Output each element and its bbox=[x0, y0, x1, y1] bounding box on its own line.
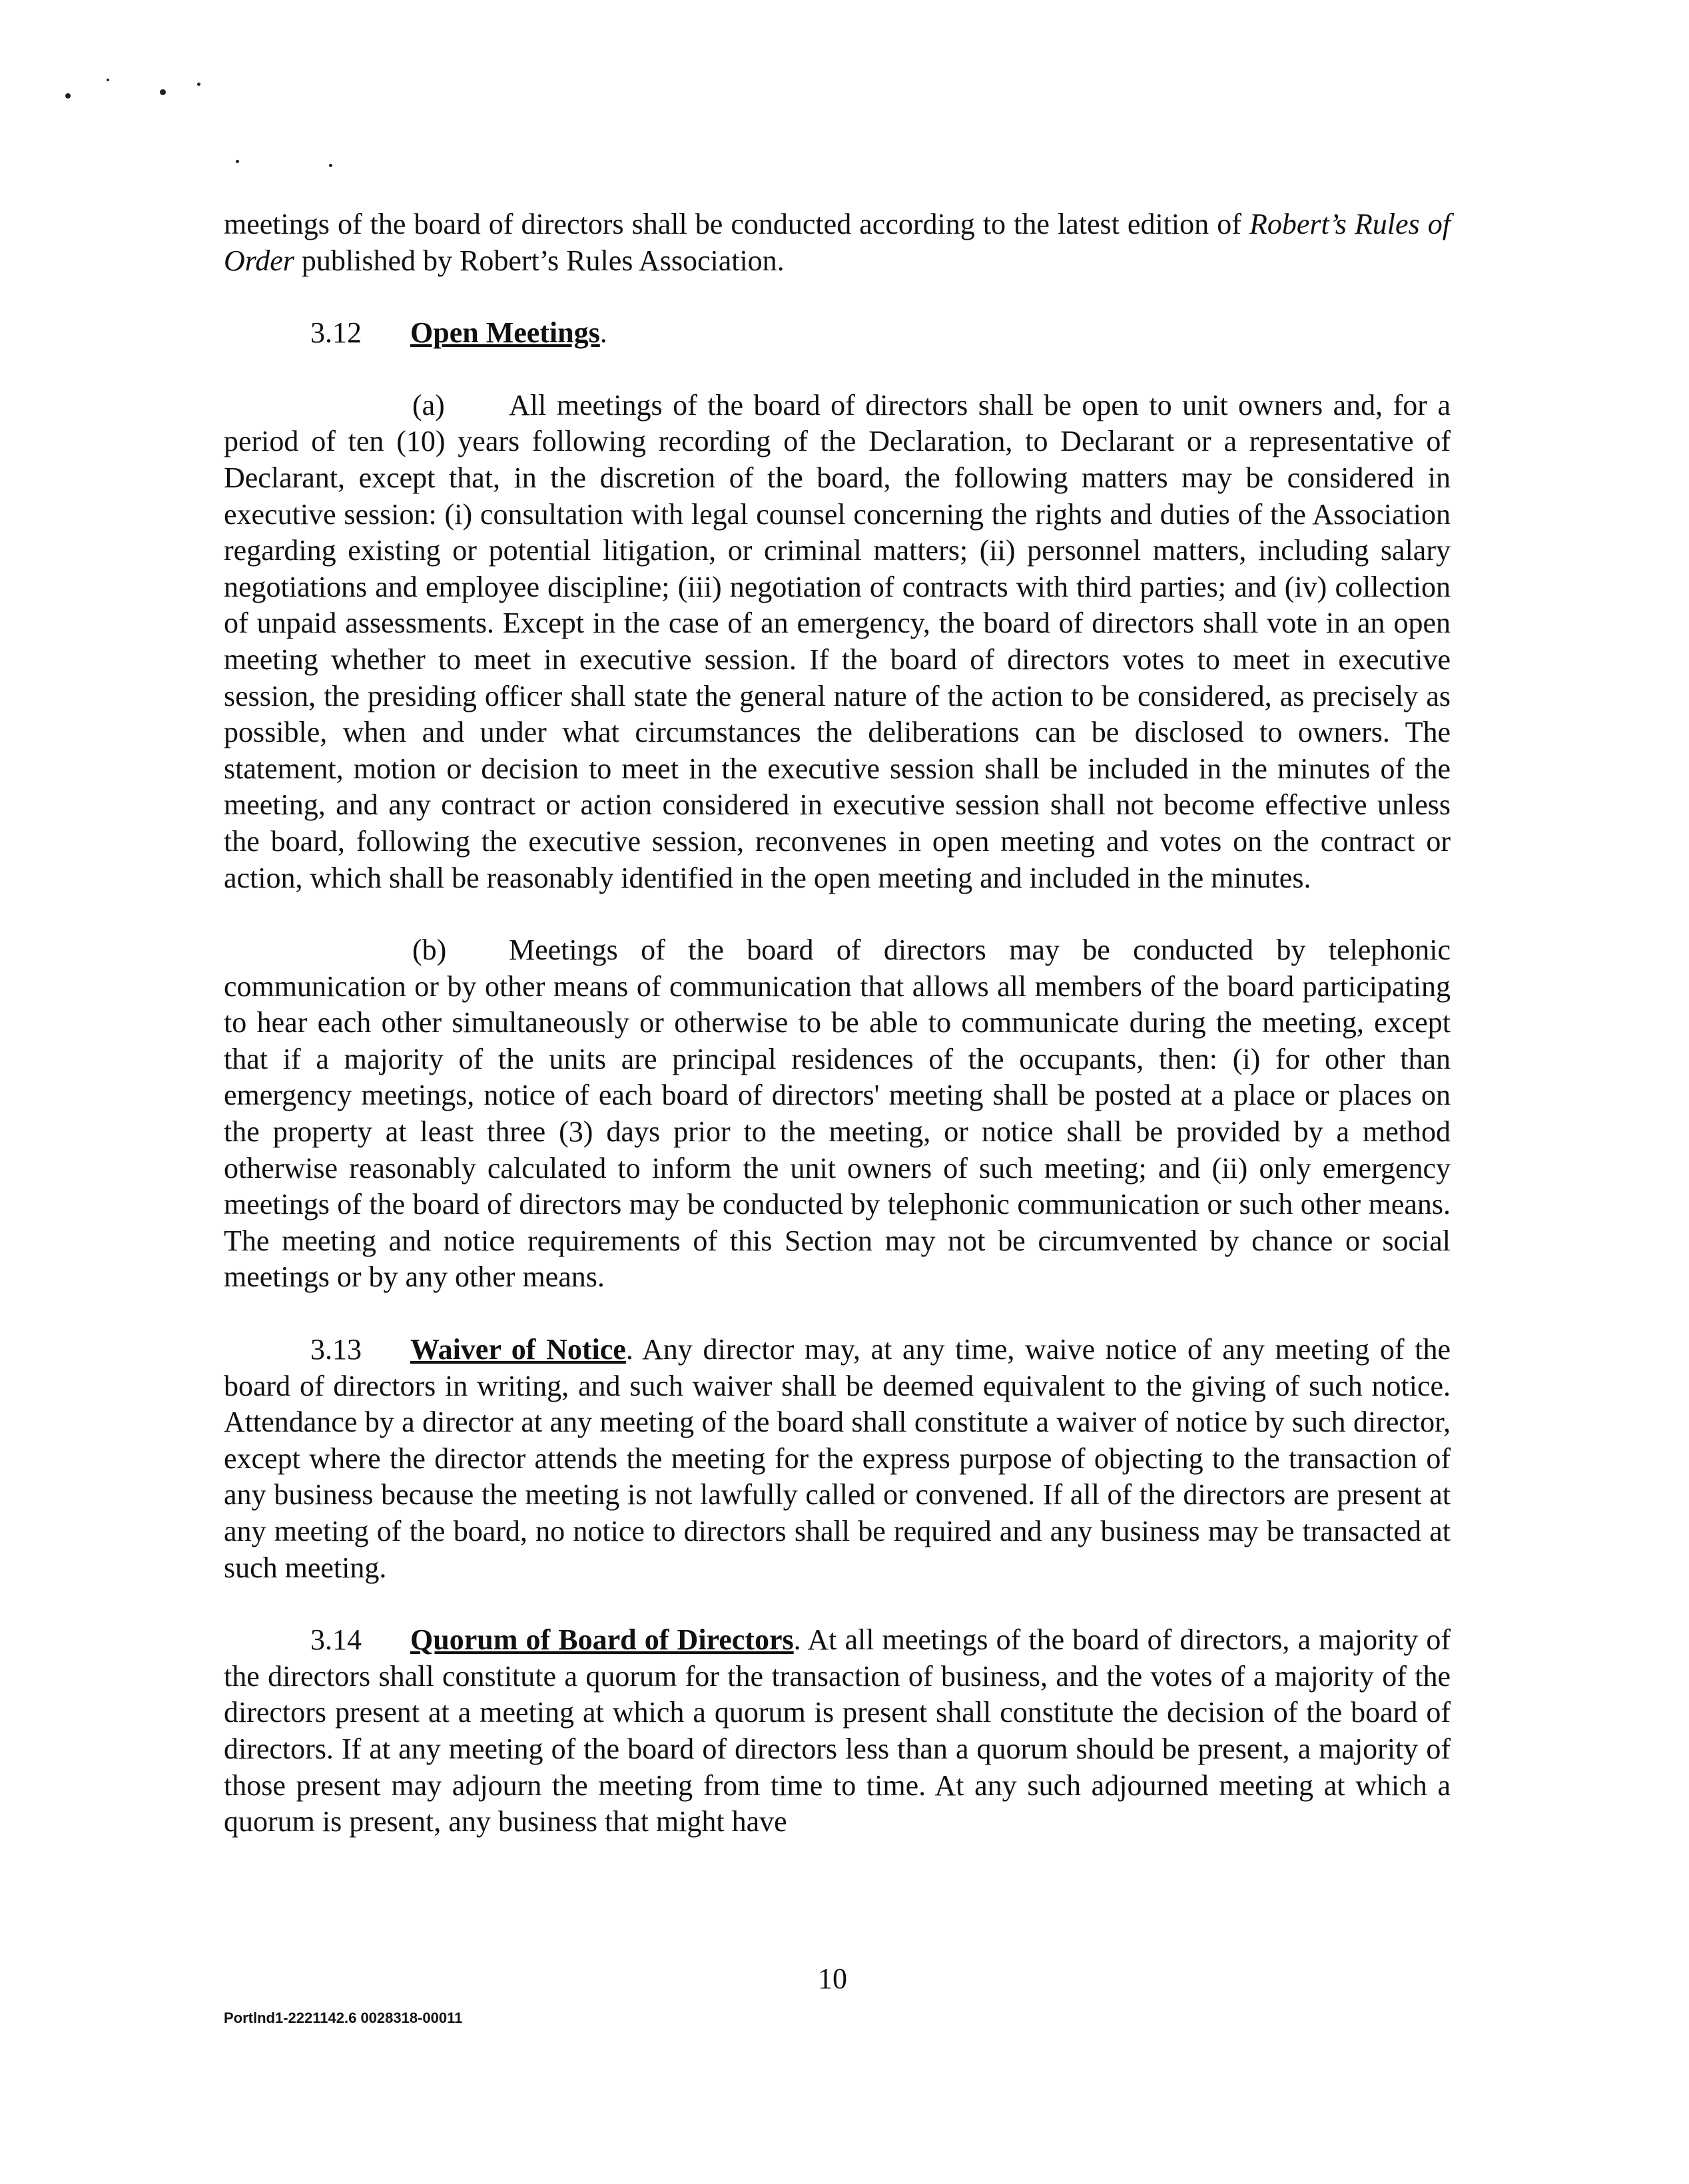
section-3-13: 3.13 Waiver of Notice. Any director may, at any time, waive notice of any meeting of the board of directors in writing, and such waiver shall be deemed equivalent to the giving of such notice. Attendance by a director at any meeting of the board shall constitute a waiver of notice by such director, except where the director attends the meeting for the express purpose of objecting to the transaction of any business because the meeting is not lawfully called or convened. If all of the directors are present at any meeting of the board, no notice to directors shall be required and any business may be transacted at such meeting. bbox=[224, 1333, 1451, 1584]
scan-speck bbox=[107, 79, 109, 81]
document-id: Portlnd1-2221142.6 0028318-00011 bbox=[224, 2010, 463, 2026]
section-number: 3.12 bbox=[310, 316, 362, 350]
section-title: Open Meetings bbox=[410, 316, 600, 350]
section-3-14: 3.14 Quorum of Board of Directors. At all meetings of the board of directors, a majority of the directors shall constitute a quorum for the transaction of business, and the votes of a majority of the directors present at a meeting at which a quorum is present shall constitute the decision of the board of directors. If at any meeting of the board of directors less than a quorum should be present, a majority of those present may adjourn the meeting from time to time. At any such adjourned meeting at which a quorum is present, any business that might have bbox=[224, 1623, 1451, 1838]
document-page bbox=[224, 206, 1451, 1876]
scan-speck bbox=[160, 89, 166, 95]
subsection-label: (a) bbox=[412, 388, 445, 421]
section-title: Waiver of Notice bbox=[410, 1333, 626, 1366]
scan-speck bbox=[197, 83, 200, 86]
section-number: 3.13 bbox=[310, 1333, 362, 1366]
section-3-12-para-b: (b) Meetings of the board of directors may be conducted by telephonic communication or by other means of communication that allows all members of the board participating to hear each other simultaneously or otherwise to be able to communicate during the meeting, except that if a majority of the units are principal residences of the occupants, then: (i) for other than emergency meetings, notice of each board of directors' meeting shall be posted at a place or places on the property at least three (3) days prior to the meeting, or notice shall be provided by a method otherwise reasonably calculated to inform the unit owners of such meeting; and (ii) only emergency meetings of the board of directors may be conducted by telephonic communication or such other means. The meeting and notice requirements of this Section may not be circumvented by chance or social meetings or by any other means. bbox=[224, 934, 1451, 1294]
page-number: 10 bbox=[818, 1962, 847, 1995]
subsection-label: (b) bbox=[412, 934, 447, 967]
section-3-12-para-a: (a) All meetings of the board of directors shall be open to unit owners and, for a period of ten (10) years following recording of the Declaration, to Declarant or a representative of Declarant, except that, in the discretion of the board, the following matters may be considered in executive session: (i) consultation with legal counsel concerning the rights and duties of the Association regarding existing or potential litigation, or criminal matters; (ii) personnel matters, including salary negotiations and employee discipline; (iii) negotiation of contracts with third parties; and (iv) collection of unpaid assessments. Except in the case of an emergency, the board of directors shall vote in an open meeting whether to meet in executive session. If the board of directors votes to meet in executive session, the presiding officer shall state the general nature of the action to be considered, as precisely as possible, when and under what circumstances the deliberations can be disclosed to owners. The statement, motion or decision to meet in the executive session shall be included in the minutes of the meeting, and any contract or action considered in executive session shall not become effective unless the board, following the executive session, reconvenes in open meeting and votes on the contract or action, which shall be reasonably identified in the open meeting and included in the minutes. bbox=[224, 388, 1451, 894]
section-number: 3.14 bbox=[310, 1623, 362, 1657]
intro-paragraph: meetings of the board of directors shall be conducted according to the latest edition of Robert’s Rules of Order published by Robert’s Rules Association. bbox=[224, 208, 1451, 277]
scan-speck bbox=[65, 93, 71, 99]
roberts-rules-title: Robert’s Rules of Order bbox=[224, 208, 1451, 277]
section-3-12-heading: 3.12 Open Meetings. bbox=[224, 315, 1451, 352]
section-title: Quorum of Board of Directors bbox=[410, 1623, 794, 1657]
scan-speck bbox=[236, 160, 239, 163]
scan-speck bbox=[329, 164, 332, 167]
